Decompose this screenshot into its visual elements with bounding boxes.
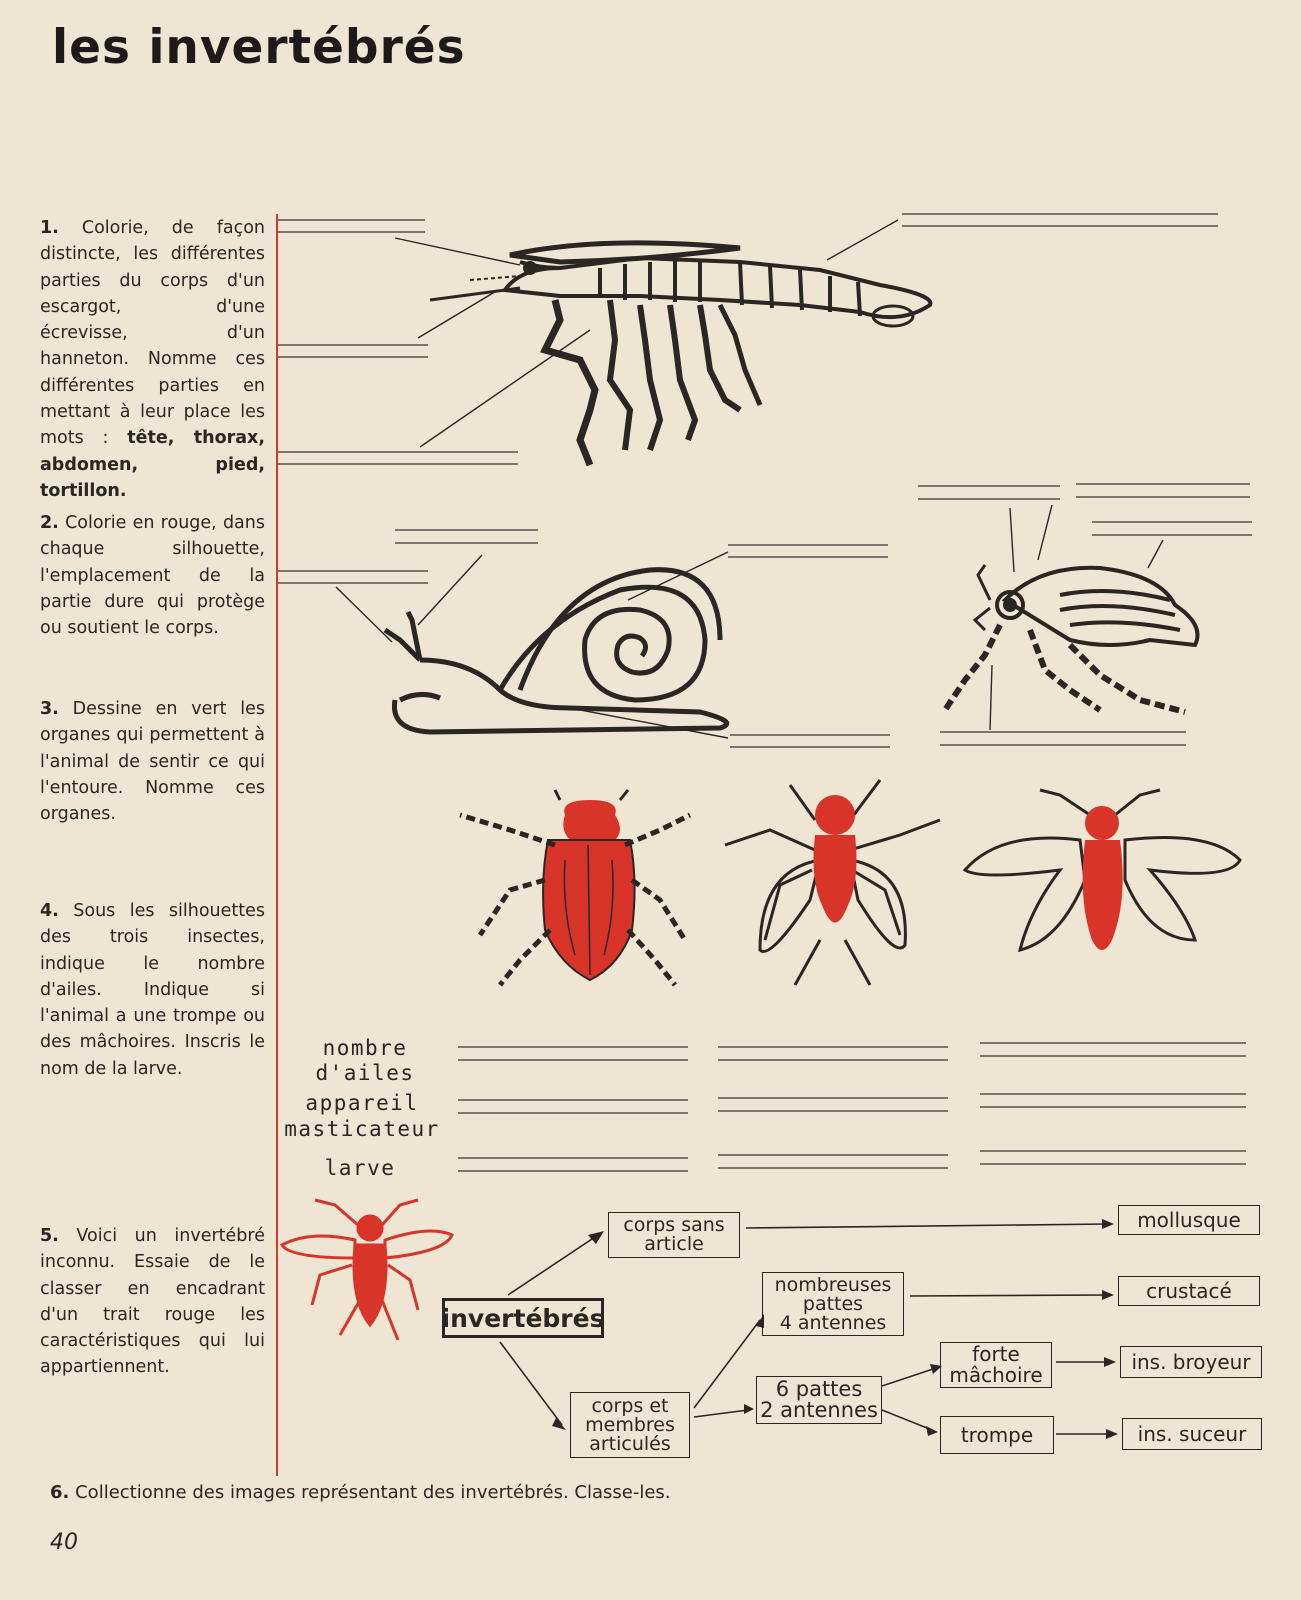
red-beetle-drawing (460, 790, 690, 985)
box-strong-jaw (940, 1342, 1052, 1388)
instruction-5-text: Voici un invertébré inconnu. Essaie de le classer en encadrant d'un trait rouge les caractéristiques qui lui appartiennent. (40, 1226, 265, 1378)
instruction-3-number: 3. (40, 699, 59, 719)
instruction-6-number: 6. (50, 1482, 70, 1503)
label-wings (300, 1036, 430, 1086)
instruction-6-text: Collectionne des images représentant des invertébrés. Classe-les. (75, 1482, 671, 1503)
box-proboscis: trompe (940, 1416, 1054, 1454)
label-mouthparts-line2: masticateur (284, 1117, 440, 1141)
box-many-legs-line1: nombreuses (774, 1273, 892, 1296)
instruction-5-number: 5. (40, 1226, 59, 1246)
box-many-legs (762, 1272, 904, 1336)
snail-drawing (385, 570, 727, 732)
box-chewing-insect: ins. broyeur (1120, 1346, 1262, 1378)
red-bee-drawing (282, 1200, 452, 1340)
box-crustacean: crustacé (1118, 1276, 1260, 1306)
instruction-4-text: Sous les silhouettes des trois insectes, indique le nombre d'ailes. Indique si l'animal a une trompe ou des mâchoires. Inscris le nom de la larve. (40, 901, 265, 1079)
box-segmented-line2: membres (585, 1413, 675, 1436)
box-many-legs-line3: 4 antennes (779, 1311, 887, 1334)
label-wings-line1: nombre (322, 1036, 408, 1060)
instruction-6 (50, 1482, 671, 1503)
box-segmented-line3: articulés (589, 1432, 671, 1455)
instruction-1-words: tête, thorax, abdomen, pied, tortillon. (40, 428, 265, 501)
red-fly-drawing (725, 780, 940, 985)
cockchafer-drawing (945, 565, 1198, 712)
instruction-4-number: 4. (40, 901, 59, 921)
box-many-legs-line2: pattes (802, 1292, 864, 1315)
crayfish-drawing (430, 243, 930, 465)
red-moth-drawing (965, 790, 1240, 950)
box-strong-jaw-line1: forte (972, 1342, 1020, 1366)
instruction-3-text: Dessine en vert les organes qui permettent à l'animal de sentir ce qui l'entoure. Nomme ces organes. (40, 699, 265, 825)
box-six-legs-line1: 6 pattes (775, 1377, 863, 1401)
box-segmented-line1: corps et (591, 1394, 669, 1417)
box-six-legs (756, 1376, 882, 1424)
label-wings-line2: d'ailes (315, 1061, 415, 1085)
box-no-segments-line1: corps sans (623, 1214, 725, 1236)
page-title: les invertébrés (52, 20, 466, 75)
instruction-2-text: Colorie en rouge, dans chaque silhouette, l'emplacement de la partie dure qui protège ou soutient le corps. (40, 513, 265, 639)
box-strong-jaw-line2: mâchoire (949, 1363, 1043, 1387)
label-mouthparts (282, 1090, 442, 1142)
page-number: 40 (50, 1530, 78, 1555)
label-larva: larve (324, 1156, 396, 1180)
box-invertebrates: invertébrés (442, 1298, 604, 1338)
instruction-1-text: Colorie, de façon distincte, les différentes parties du corps d'un escargot, d'une écrevisse, d'un hanneton. Nomme ces différentes parties en mettant à leur place les mots : (40, 218, 265, 449)
box-six-legs-line2: 2 antennes (760, 1398, 878, 1422)
box-mollusc: mollusque (1118, 1205, 1260, 1235)
instruction-2-number: 2. (40, 513, 59, 533)
box-no-segments (608, 1212, 740, 1258)
instruction-1-number: 1. (40, 218, 59, 238)
box-sucking-insect: ins. suceur (1122, 1418, 1262, 1450)
box-no-segments-line2: article (644, 1233, 704, 1255)
label-mouthparts-line1: appareil (305, 1091, 419, 1115)
box-segmented (570, 1392, 690, 1458)
